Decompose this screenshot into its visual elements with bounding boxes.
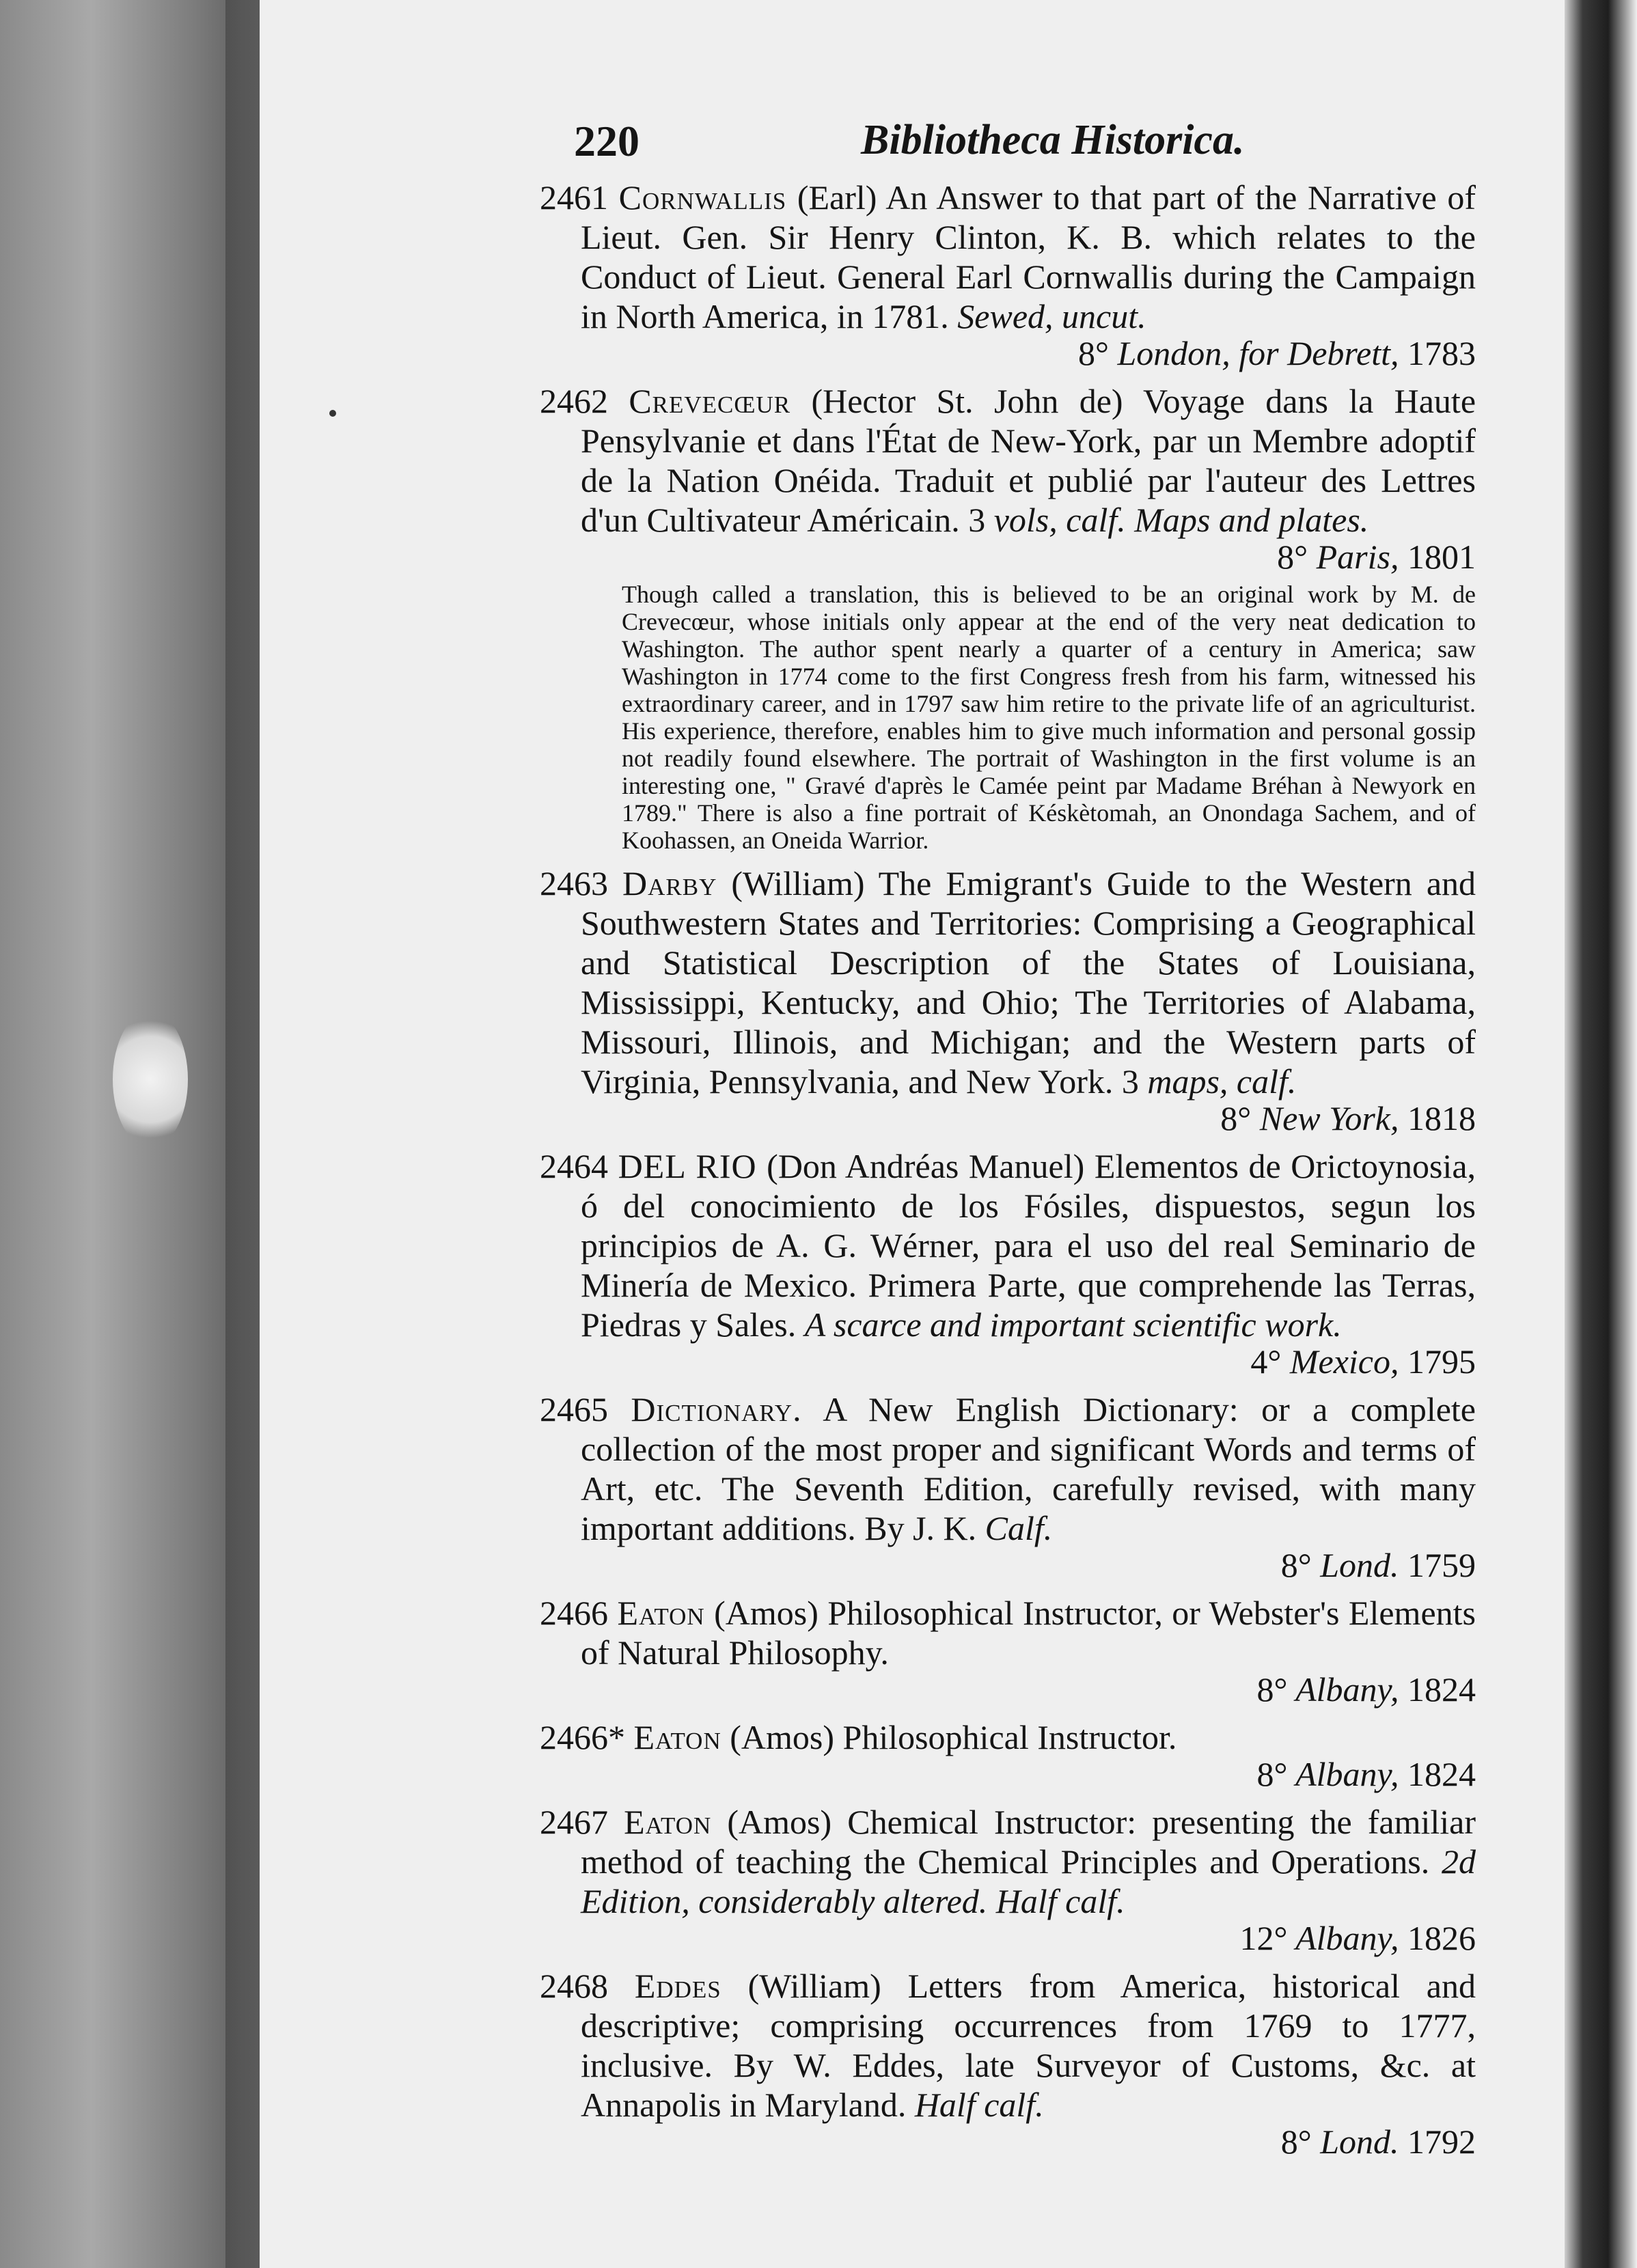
- entry-number: 2466*: [540, 1718, 625, 1756]
- entry-name: Eaton: [624, 1803, 712, 1841]
- entry-year: 1824: [1407, 1670, 1476, 1709]
- scan-right-margin: [1565, 0, 1637, 2268]
- entry-imprint-line: [581, 1342, 1476, 1381]
- entry-imprint-line: [581, 1754, 1476, 1794]
- page-header: [574, 116, 1264, 178]
- entry-format: 4°: [1250, 1342, 1282, 1381]
- entry-imprint: Paris,: [1316, 538, 1399, 576]
- catalogue-entry: [540, 381, 1476, 854]
- entry-imprint: Albany,: [1295, 1755, 1399, 1793]
- entry-condition: Calf.: [985, 1509, 1053, 1547]
- entry-number: 2464: [540, 1147, 608, 1185]
- entry-format: 8°: [1220, 1099, 1252, 1137]
- entry-description: (Amos) Philosophical Instructor.: [730, 1718, 1177, 1756]
- catalogue-entry: [540, 1966, 1476, 2161]
- entry-description: (Earl) An Answer to that part of the Narrative of Lieut. Gen. Sir Henry Clinton, K. B. which relates to the Conduct of Lieut. General Earl Cornwallis during the Campaign in North America, in 1781.: [581, 178, 1476, 335]
- entry-year: 1759: [1407, 1546, 1476, 1584]
- entry-condition: 2d Edition, considerably altered. Half calf.: [581, 1842, 1476, 1920]
- entry-imprint: Lond.: [1320, 2122, 1399, 2161]
- catalogue-entries: [540, 178, 1476, 2170]
- entry-description: A New English Dictionary: or a complete collection of the most proper and significant Words and terms of Art, etc. The Seventh Edition, carefully revised, with many important additions. By J. K.: [581, 1390, 1476, 1547]
- entry-note: Though called a translation, this is believed to be an original work by M. de Crevecœur, whose initials only appear at the end of the very neat dedication to Washington. The author spent nearly a quarter of a century in America; saw Washington in 1774 come to the first Congress fresh from his farm, witnessed his extraordinary career, and in 1797 saw him retire to the private life of an agriculturist. His experience, therefore, enables him to give much information and personal gossip not readily found elsewhere. The portrait of Washington in the first volume is an interesting one, " Gravé d'après le Camée peint par Madame Bréhan à Newyork en 1789." There is also a fine portrait of Késkètomah, an Onondaga Sachem, and of Koohassen, an Oneida Warrior.: [622, 581, 1476, 854]
- entry-imprint: Lond.: [1320, 1546, 1399, 1584]
- entry-format: 8°: [1280, 1546, 1312, 1584]
- catalogue-entry: [540, 1717, 1476, 1794]
- entry-number: 2465: [540, 1390, 608, 1428]
- entry-name: Cornwallis: [618, 178, 787, 217]
- spine-shadow: [225, 0, 260, 2268]
- catalogue-entry: [540, 1389, 1476, 1585]
- catalogue-entry: [540, 178, 1476, 373]
- entry-description: (William) The Emigrant's Guide to the Western and Southwestern States and Territories: Comprising a Geographical and Statistical Description of the States of Louisiana, Mississippi, Kentucky, and Ohio; The Territories of Alabama, Missouri, Illinois, and Michigan; and the Western parts of Virginia, Pennsylvania, and New York. 3: [581, 864, 1476, 1101]
- entry-number: 2468: [540, 1967, 608, 2005]
- entry-format: 8°: [1256, 1670, 1288, 1709]
- entry-description: (Amos) Chemical Instructor: presenting the familiar method of teaching the Chemical Principles and Operations.: [581, 1803, 1476, 1881]
- entry-description: (Hector St. John de) Voyage dans la Haute Pensylvanie et dans l'État de New-York, par un Membre adoptif de la Nation Onéida. Traduit et publié par l'auteur des Lettres d'un Cultivateur Américain. 3: [581, 382, 1476, 539]
- entry-format: 8°: [1077, 334, 1109, 372]
- entry-year: 1826: [1407, 1919, 1476, 1957]
- entry-condition: Sewed, uncut.: [957, 297, 1146, 335]
- entry-imprint: New York,: [1259, 1099, 1399, 1137]
- entry-imprint-line: [581, 2122, 1476, 2161]
- entry-year: 1783: [1407, 334, 1476, 372]
- running-title: Bibliotheca Historica.: [861, 117, 1245, 163]
- entry-year: 1795: [1407, 1342, 1476, 1381]
- scan-smudge: [113, 1011, 188, 1148]
- entry-number: 2462: [540, 382, 608, 420]
- entry-year: 1792: [1407, 2122, 1476, 2161]
- entry-imprint: Albany,: [1295, 1919, 1399, 1957]
- entry-name: Crevecœur: [629, 382, 791, 420]
- entry-format: 8°: [1280, 2122, 1312, 2161]
- entry-name: Eddes: [634, 1967, 721, 2005]
- entry-condition: A scarce and important scientific work.: [804, 1305, 1342, 1344]
- entry-year: 1818: [1407, 1099, 1476, 1137]
- entry-condition: vols, calf. Maps and plates.: [993, 501, 1369, 539]
- entry-number: 2467: [540, 1803, 608, 1841]
- entry-number: 2466: [540, 1594, 608, 1632]
- entry-imprint-line: [581, 537, 1476, 577]
- entry-name: DEL RIO: [618, 1147, 757, 1185]
- entry-name: Eaton: [617, 1594, 705, 1632]
- catalogue-entry: [540, 1146, 1476, 1381]
- entry-imprint: Mexico,: [1289, 1342, 1399, 1381]
- entry-description: (Amos) Philosophical Instructor, or Webster's Elements of Natural Philosophy.: [581, 1594, 1476, 1672]
- entry-name: Eaton: [633, 1718, 721, 1756]
- entry-condition: Half calf.: [914, 2086, 1044, 2124]
- page-number: 220: [574, 117, 639, 165]
- entry-year: 1824: [1407, 1755, 1476, 1793]
- catalogue-entry: [540, 1593, 1476, 1709]
- entry-description: (William) Letters from America, historical and descriptive; comprising occurrences from 1769 to 1777, inclusive. By W. Eddes, late Surveyor of Customs, &c. at Annapolis in Maryland.: [581, 1967, 1476, 2124]
- entry-name: Dictionary.: [631, 1390, 802, 1428]
- entry-imprint: London, for Debrett,: [1117, 334, 1399, 372]
- entry-imprint: Albany,: [1295, 1670, 1399, 1709]
- entry-format: 8°: [1277, 538, 1308, 576]
- entry-imprint-line: [581, 1670, 1476, 1709]
- catalogue-entry: [540, 1802, 1476, 1958]
- entry-number: 2463: [540, 864, 608, 902]
- entry-name: Darby: [622, 864, 717, 902]
- entry-imprint-line: [581, 1545, 1476, 1585]
- entry-format: 12°: [1239, 1919, 1288, 1957]
- entry-imprint-line: [581, 1918, 1476, 1958]
- entry-year: 1801: [1407, 538, 1476, 576]
- catalogue-entry: [540, 863, 1476, 1138]
- scan-speck: [329, 410, 336, 417]
- entry-condition: maps, calf.: [1147, 1062, 1297, 1101]
- entry-imprint-line: [581, 333, 1476, 373]
- entry-format: 8°: [1256, 1755, 1288, 1793]
- entry-imprint-line: [581, 1098, 1476, 1138]
- entry-description: (Don Andréas Manuel) Elementos de Orictoynosia, ó del conocimiento de los Fósiles, dispuestos, segun los principios de A. G. Wérner, para el uso del real Seminario de Minería de Mexico. Primera Parte, que comprehende las Terras, Piedras y Sales.: [581, 1147, 1476, 1344]
- entry-number: 2461: [540, 178, 608, 217]
